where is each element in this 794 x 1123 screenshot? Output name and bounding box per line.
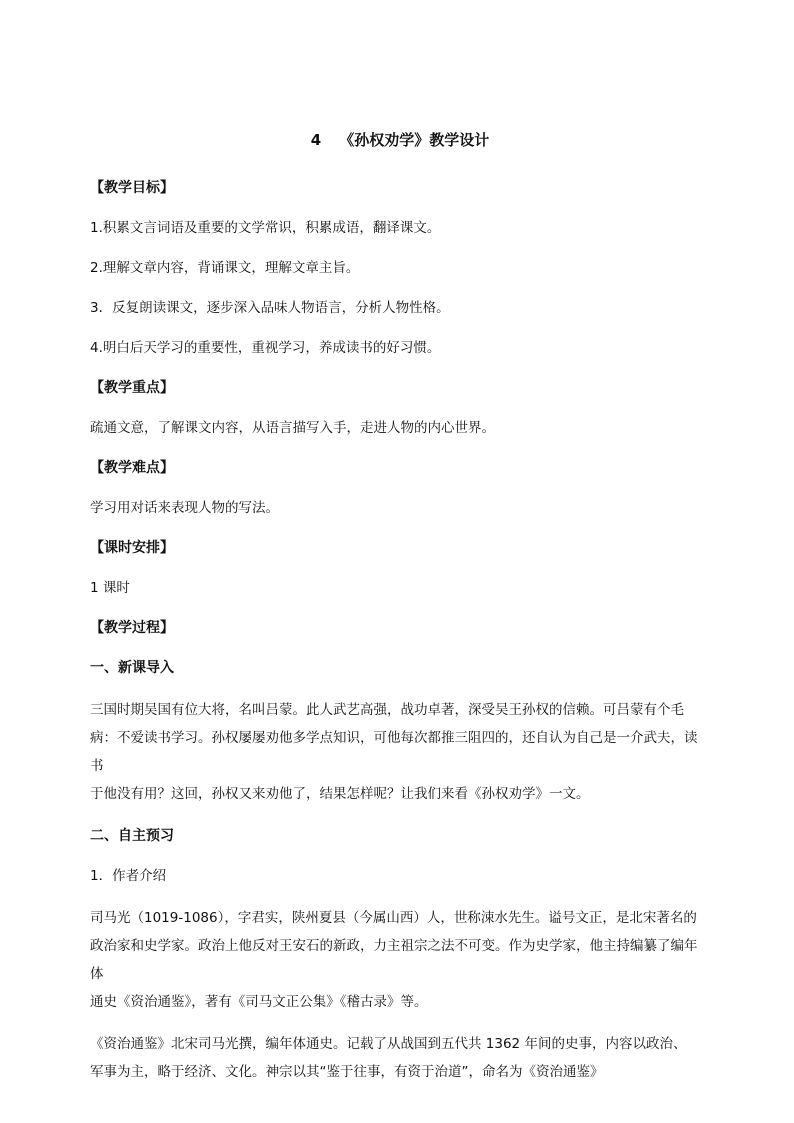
difficulties-heading: 【教学难点】	[90, 460, 174, 476]
schedule-text: 1 课时	[90, 580, 130, 596]
author-subheading: 1．作者介绍	[90, 868, 167, 884]
book-line: 《资治通鉴》北宋司马光撰，编年体通史。记载了从战国到五代共 1362 年间的史事，内容以政治、	[90, 1036, 687, 1052]
author-line: 司马光（1019-1086），字君实，陕州夏县（今属山西）人，世称涑水先生。谥号文正，是北宋著名的	[90, 910, 697, 926]
intro-line: 三国时期吴国有位大将，名叫吕蒙。此人武艺高强，战功卓著，深受吴王孙权的信赖。可吕蒙有个毛	[90, 702, 684, 718]
book-paragraph	[90, 1030, 710, 1086]
objective-item: 2.理解文章内容，背诵课文，理解文章主旨。	[90, 260, 360, 276]
intro-line: 于他没有用？这回，孙权又来劝他了，结果怎样呢？让我们来看《孙权劝学》一文。	[90, 786, 590, 802]
document-title	[90, 126, 710, 154]
objective-item: 1.积累文言词语及重要的文学常识，积累成语，翻译课文。	[90, 220, 441, 236]
difficulties-text: 学习用对话来表现人物的写法。	[90, 500, 279, 516]
title-number: 4	[310, 131, 322, 149]
book-line: 军事为主，略于经济、文化。神宗以其“鉴于往事，有资于治道”，命名为《资治通鉴》	[90, 1064, 604, 1080]
objective-item: 4.明白后天学习的重要性，重视学习，养成读书的好习惯。	[90, 340, 441, 356]
author-line: 政治家和史学家。政治上他反对王安石的新政，力主祖宗之法不可变。作为史学家，他主持编纂了编年体	[90, 938, 698, 982]
intro-line: 病：不爱读书学习。孙权屡屡劝他多学点知识，可他每次都推三阻四的，还自认为自己是一介武夫，读书	[90, 730, 698, 774]
intro-paragraph	[90, 696, 710, 808]
key-points-heading: 【教学重点】	[90, 380, 174, 396]
schedule-heading: 【课时安排】	[90, 540, 174, 556]
author-line: 通史《资治通鉴》，著有《司马文正公集》《稽古录》等。	[90, 994, 428, 1010]
objective-item: 3．反复朗读课文，逐步深入品味人物语言，分析人物性格。	[90, 300, 450, 316]
preview-heading: 二、自主预习	[90, 828, 174, 844]
author-paragraph	[90, 904, 710, 1016]
title-text: 《孙权劝学》教学设计	[339, 131, 490, 149]
process-heading: 【教学过程】	[90, 620, 174, 636]
key-points-text: 疏通文意，了解课文内容，从语言描写入手，走进人物的内心世界。	[90, 420, 495, 436]
document-page	[90, 126, 710, 1086]
objectives-heading: 【教学目标】	[90, 180, 174, 196]
intro-heading: 一、新课导入	[90, 660, 174, 676]
